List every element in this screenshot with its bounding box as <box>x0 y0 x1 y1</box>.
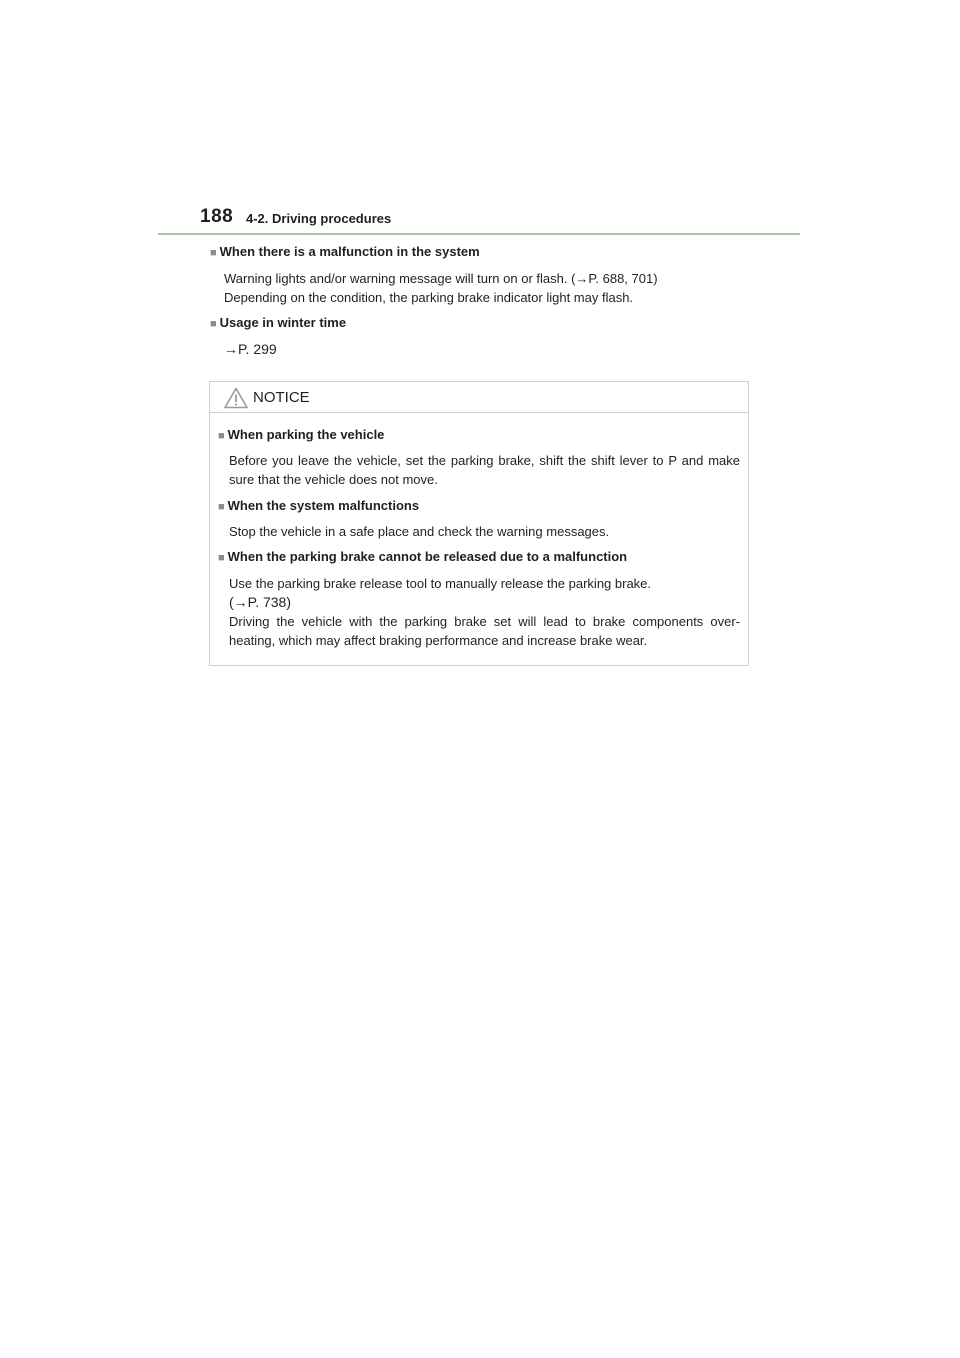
page-reference-link[interactable]: →P. 299 <box>224 341 277 357</box>
notice-heading-text: When the parking brake cannot be released due to a malfunction <box>227 549 628 564</box>
item-body-malfunction <box>224 269 784 307</box>
item-heading-winter <box>210 315 346 330</box>
notice-heading-system <box>218 498 419 513</box>
notice-text-system: Stop the vehicle in a safe place and check the warning messages. <box>229 524 610 539</box>
notice-line: Driving the vehicle with the parking brake set will lead to brake components over-heating, which may affect braking performance and increase brake wear. <box>229 614 740 648</box>
notice-title: NOTICE <box>253 389 310 406</box>
page-number: 188 <box>200 206 234 227</box>
body-line: Warning lights and/or warning message will turn on or flash. (→P. 688, 701) <box>224 271 658 286</box>
square-bullet-icon: ■ <box>218 430 225 442</box>
square-bullet-icon: ■ <box>210 247 217 259</box>
notice-heading-parking <box>218 427 384 442</box>
section-title: 4-2. Driving procedures <box>246 211 392 226</box>
header-rule <box>158 233 800 235</box>
notice-heading-release <box>218 549 627 564</box>
item-heading-malfunction <box>210 244 480 259</box>
body-line: Depending on the condition, the parking brake indicator light may flash. <box>224 290 634 305</box>
square-bullet-icon: ■ <box>218 552 225 564</box>
square-bullet-icon: ■ <box>218 501 225 513</box>
notice-box <box>209 381 749 666</box>
item-heading-text: When there is a malfunction in the system <box>219 244 480 259</box>
notice-text-parking: Before you leave the vehicle, set the parking brake, shift the shift lever to P and make sure that the vehicle does not move. <box>229 453 740 487</box>
notice-text-release <box>229 574 740 650</box>
warning-triangle-icon <box>224 387 248 409</box>
notice-heading-text: When parking the vehicle <box>227 427 385 442</box>
page-reference-link[interactable]: (→P. 738) <box>229 594 291 610</box>
notice-heading-text: When the system malfunctions <box>227 498 420 513</box>
notice-line: Use the parking brake release tool to manually release the parking brake. <box>229 576 652 591</box>
item-heading-text: Usage in winter time <box>219 315 347 330</box>
square-bullet-icon: ■ <box>210 318 217 330</box>
notice-title-bar <box>210 382 748 413</box>
page-header <box>200 206 800 230</box>
